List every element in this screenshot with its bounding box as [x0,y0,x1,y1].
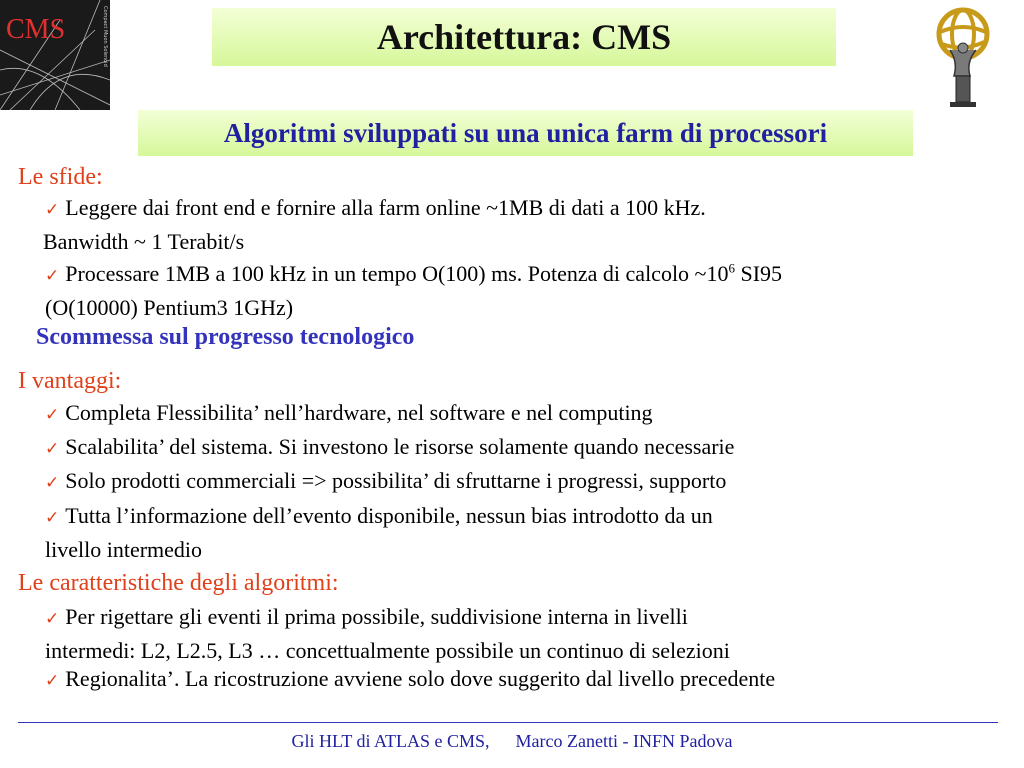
list-item [45,431,734,465]
check-icon: ✓ [45,671,60,691]
atlas-logo [930,2,994,108]
title-banner [212,8,836,66]
list-item [45,663,775,697]
list-item-text: Completa Flessibilita’ nell’hardware, nel software e nel computing [65,400,653,425]
section-heading-sfide: Le sfide: [18,164,103,190]
list-item-text: Solo prodotti commerciali => possibilita’ di sfruttarne i progressi, supporto [65,468,727,493]
list-item-text: Per rigettare gli eventi il prima possibile, suddivisione interna in livelli [65,604,688,629]
list-item-text-continued: intermedi: L2, L2.5, L3 … concettualmente possibile un continuo di selezioni [45,638,730,663]
list-item-text-continued: (O(10000) Pentium3 1GHz) [45,295,294,320]
emphasis-text: Scommessa sul progresso tecnologico [36,324,415,350]
check-icon: ✓ [45,405,60,425]
list-item-text-end: SI95 [734,261,783,286]
check-icon: ✓ [45,439,60,459]
list-item [45,192,706,258]
footer-right: Marco Zanetti - INFN Padova [515,731,733,751]
cms-logo [0,0,110,110]
list-item-text-continued: Banwidth ~ 1 Terabit/s [43,229,245,254]
page-title: Architettura: CMS [376,17,672,57]
list-item-text: Processare 1MB a 100 kHz in un tempo O(100) ms. Potenza di calcolo ~10 [65,261,729,286]
superscript: 6 [728,260,735,276]
cms-logo-text: CMS [6,14,66,45]
list-item [45,397,653,431]
subtitle-banner [138,110,913,156]
list-item [45,465,726,499]
list-item-text: Regionalita’. La ricostruzione avviene solo dove suggerito dal livello precedente [65,666,776,691]
check-icon: ✓ [45,200,60,220]
list-item-text-continued: livello intermedio [45,537,203,562]
check-icon: ✓ [45,609,60,629]
list-item [45,258,782,324]
cms-logo-small-text: Compact Muon Solenoid [102,6,108,67]
section-heading-caratteristiche: Le caratteristiche degli algoritmi: [18,570,339,596]
footer-divider [18,722,998,723]
section-heading-vantaggi: I vantaggi: [18,368,122,394]
footer-left: Gli HLT di ATLAS e CMS, [291,731,490,751]
check-icon: ✓ [45,473,60,493]
list-item [45,601,730,667]
list-item-text: Tutta l’informazione dell’evento disponibile, nessun bias introdotto da un [65,503,713,528]
list-item [45,500,713,566]
check-icon: ✓ [45,508,60,528]
check-icon: ✓ [45,266,60,286]
list-item-text: Scalabilita’ del sistema. Si investono le risorse solamente quando necessarie [65,434,735,459]
slide-subtitle: Algoritmi sviluppati su una unica farm di processori [223,117,828,148]
footer [0,731,1024,752]
list-item-text: Leggere dai front end e fornire alla farm online ~1MB di dati a 100 kHz. [65,195,706,220]
